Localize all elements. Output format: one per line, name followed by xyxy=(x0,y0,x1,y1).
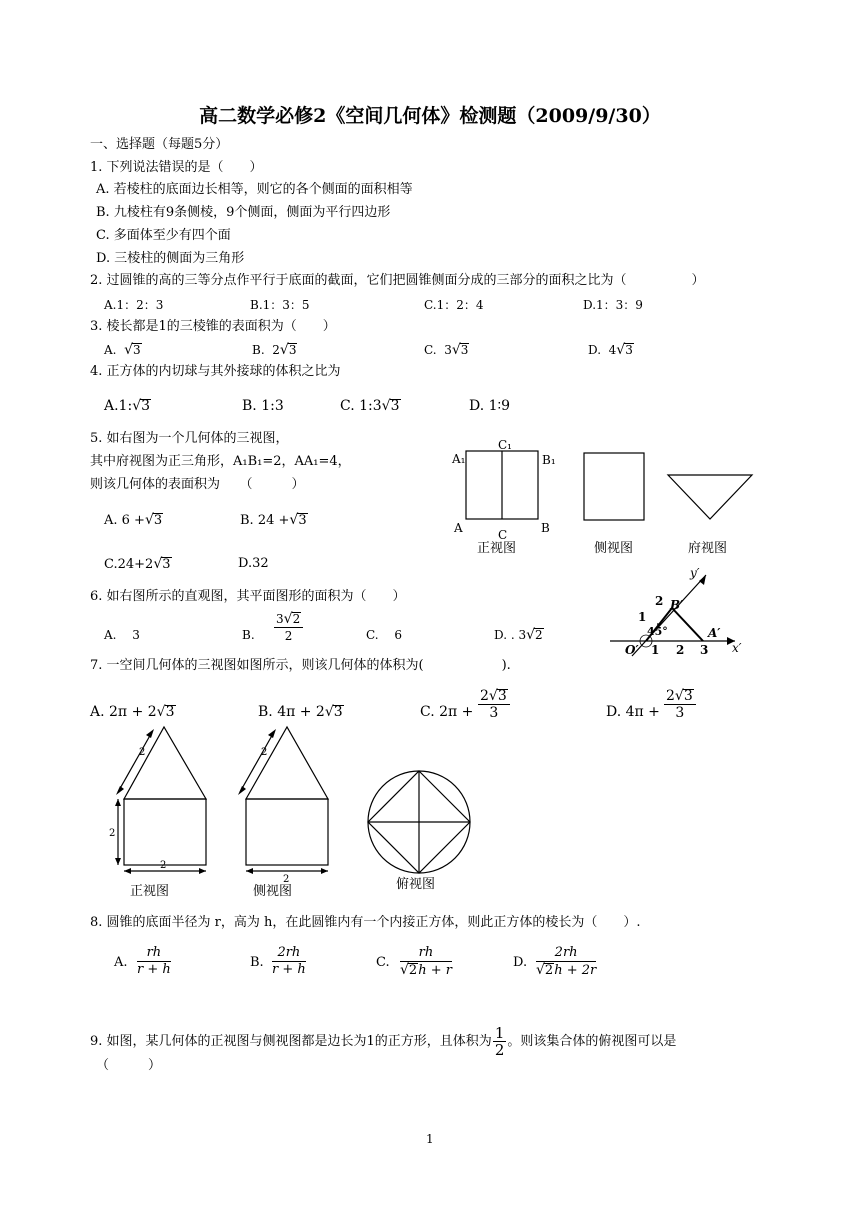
q6-option-d: D. . 3√2 xyxy=(494,627,543,643)
q4-option-a: A.1:√3 xyxy=(104,398,151,414)
dim-height-label: 2 xyxy=(109,828,116,839)
slant-dim xyxy=(118,732,152,792)
q1-stem: 1. 下列说法错误的是（ ） xyxy=(90,160,263,175)
label-o-prime: O′ xyxy=(625,643,639,657)
q5-option-b: B. 24 +√3 xyxy=(240,512,307,528)
q7-option-b: B. 4π + 2√3 xyxy=(258,704,343,720)
page-title: 高二数学必修2《空间几何体》检测题（2009/9/30） xyxy=(199,105,661,127)
q4-option-d: D. 1∶9 xyxy=(469,398,511,414)
q8-option-d-fraction: $\frac{2rh}{√2h + 2r}$ xyxy=(536,945,597,978)
height-dim-arrow-bottom xyxy=(115,858,121,865)
q7-option-d: D. 4π + xyxy=(606,704,660,720)
caption-q7-top-view: 俯视图 xyxy=(396,877,436,892)
y-tick-1: 1 xyxy=(638,610,647,624)
slant-dim-2 xyxy=(240,732,274,792)
q3-option-d: D. 4√3 xyxy=(588,342,633,358)
width-dim-arrow-left xyxy=(124,868,131,874)
q8-option-a-fraction: $\frac{rh}{r + h}$ xyxy=(137,945,171,977)
dim-width2-label: 2 xyxy=(283,874,290,885)
angle-label: 45° xyxy=(647,625,668,638)
width-dim-arrow-right xyxy=(199,868,206,874)
q4-stem: 4. 正方体的内切球与其外接球的体积之比为 xyxy=(90,364,341,379)
page-number: 1 xyxy=(426,1132,434,1146)
label-y-prime: y′ xyxy=(690,566,700,580)
caption-q7-side-view: 侧视图 xyxy=(253,884,293,899)
tick-1: 1 xyxy=(651,643,660,657)
label-a: A xyxy=(454,521,463,535)
q7-option-c-fraction: $\frac{2√3}{3}$ xyxy=(478,688,510,721)
label-b-prime: B′ xyxy=(670,598,684,612)
q3-option-b: B. 2√3 xyxy=(252,342,297,358)
label-c: C xyxy=(498,528,508,542)
dim-width-label: 2 xyxy=(160,860,167,871)
side-view-triangle xyxy=(246,727,328,799)
slant-dim-2-arrow-bottom xyxy=(238,786,246,795)
q6-option-c: C. 6 xyxy=(366,628,403,642)
q1-option-b: B. 九棱柱有9条侧棱，9个侧面，侧面为平行四边形 xyxy=(96,205,391,220)
label-a1: A₁ xyxy=(452,452,466,466)
q8-option-b-fraction: $\frac{2rh}{r + h}$ xyxy=(272,945,306,977)
q1-option-c: C. 多面体至少有四个面 xyxy=(96,228,231,243)
slant-dim-arrow-top xyxy=(146,729,154,738)
q1-option-a: A. 若棱柱的底面边长相等，则它的各个侧面的面积相等 xyxy=(96,182,413,197)
tick-3: 3 xyxy=(700,643,709,657)
width-dim-2-arrow-right xyxy=(321,868,328,874)
q7-option-d-fraction: $\frac{2√3}{3}$ xyxy=(664,688,696,721)
q8-stem: 8. 圆锥的底面半径为 r，高为 h，在此圆锥内有一个内接正方体，则此正方体的棱长为（ ）. xyxy=(90,915,641,930)
q5-stem-line3: 则该几何体的表面积为 （ ） xyxy=(90,477,305,492)
label-b1: B₁ xyxy=(542,453,556,467)
front-view-triangle xyxy=(124,727,206,799)
q8-option-a: A. xyxy=(114,955,128,970)
tick-2: 2 xyxy=(676,643,685,657)
q2-option-c: C.1：2：4 xyxy=(424,298,484,312)
q2-option-d: D.1：3：9 xyxy=(583,298,643,312)
y-tick-2: 2 xyxy=(655,594,664,608)
q3-option-a: A. √3 xyxy=(104,342,141,358)
section-heading: 一、选择题（每题5分） xyxy=(90,137,229,152)
q6-option-a: A. 3 xyxy=(104,628,140,642)
label-c1: C₁ xyxy=(498,438,512,452)
q5-option-a: A. 6 +√3 xyxy=(104,512,163,528)
slant-dim-arrow-bottom xyxy=(116,786,124,795)
dim-slant2-label: 2 xyxy=(261,747,268,758)
q1-option-d: D. 三棱柱的侧面为三角形 xyxy=(96,251,245,266)
q9-stem: 9. 如图，某几何体的正视图与侧视图都是边长为1的正方形，且体积为 $\frac{1}{2}$ 。则该集合体的俯视图可以是 xyxy=(90,1024,677,1059)
q7-option-a: A. 2π + 2√3 xyxy=(90,704,175,720)
label-x-prime: x′ xyxy=(732,641,742,655)
q7-option-c: C. 2π + xyxy=(420,704,474,720)
q7-stem: 7. 一空间几何体的三视图如图所示，则该几何体的体积为( ). xyxy=(90,658,511,673)
q6-option-b-fraction: $\frac{3√2}{2}$ xyxy=(274,611,303,644)
q6-stem: 6. 如右图所示的直观图，其平面图形的面积为（ ） xyxy=(90,589,406,604)
q2-option-b: B.1：3：5 xyxy=(250,298,310,312)
q8-option-b: B. xyxy=(250,955,264,970)
q5-option-d: D.32 xyxy=(238,556,269,571)
label-b: B xyxy=(541,521,550,535)
q2-stem: 2. 过圆锥的高的三等分点作平行于底面的截面，它们把圆锥侧面分成的三部分的面积之比为（ ） xyxy=(90,273,705,288)
front-view-square xyxy=(124,799,206,865)
q6-option-b: B. xyxy=(242,628,255,642)
q2-option-a: A.1：2：3 xyxy=(104,298,164,312)
q9-answer-paren: （ ） xyxy=(96,1058,162,1073)
width-dim-2-arrow-left xyxy=(246,868,253,874)
caption-side-view: 侧视图 xyxy=(594,541,634,556)
slant-dim-2-arrow-top xyxy=(268,729,276,738)
label-a-prime: A′ xyxy=(708,626,721,640)
dim-slant-label: 2 xyxy=(139,747,146,758)
q8-option-c: C. xyxy=(376,955,390,970)
side-view-square xyxy=(246,799,328,865)
q3-option-c: C. 3√3 xyxy=(424,342,469,358)
q8-option-c-fraction: $\frac{rh}{√2h + r}$ xyxy=(400,945,452,978)
q5-stem-line2: 其中府视图为正三角形，A₁B₁=2，AA₁=4， xyxy=(90,454,351,469)
q5-stem-line1: 5. 如右图为一个几何体的三视图， xyxy=(90,431,289,446)
caption-q7-front-view: 正视图 xyxy=(130,884,170,899)
q3-stem: 3. 棱长都是1的三棱锥的表面积为（ ） xyxy=(90,319,336,334)
caption-top-view: 府视图 xyxy=(688,541,728,556)
caption-front-view: 正视图 xyxy=(477,541,517,556)
q5-option-c: C.24+2√3 xyxy=(104,556,171,572)
q4-option-c: C. 1:3√3 xyxy=(340,398,400,414)
q4-option-b: B. 1:3 xyxy=(242,398,284,414)
q8-option-d: D. xyxy=(513,955,528,970)
height-dim-arrow-top xyxy=(115,799,121,806)
